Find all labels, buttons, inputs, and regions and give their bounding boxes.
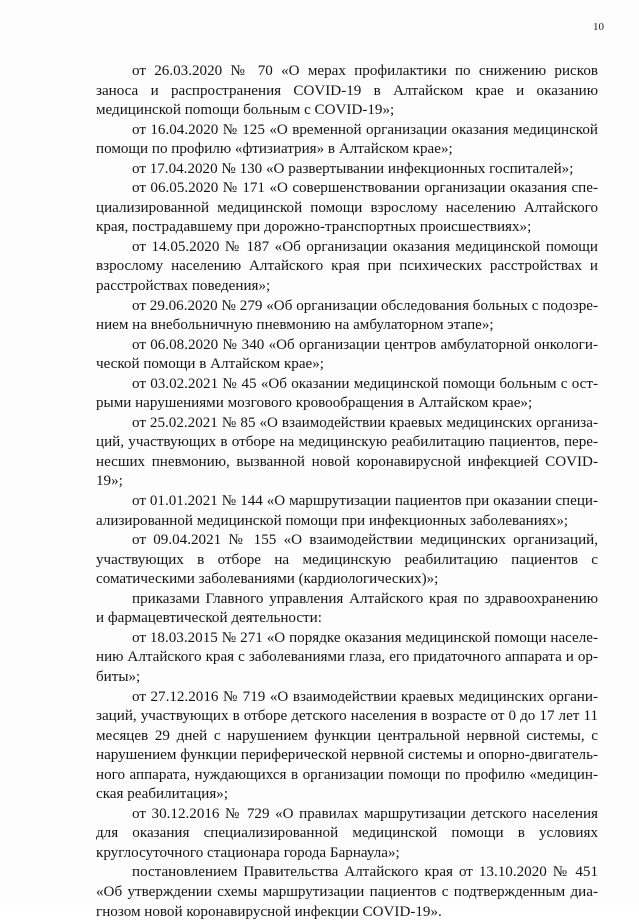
paragraph-order-130: от 17.04.2020 № 130 «О развертывании инфекционных госпиталей»; [132,160,574,177]
page-number: 10 [593,21,604,33]
paragraph-order-187: от 14.05.2020 № 187 «Об организации оказания медицинской помощи взрослому населению Алтайского края при психических расстройствах и расстройствах поведения»; [96,238,598,295]
document-body [96,62,598,922]
paragraph-order-271: от 18.03.2015 № 271 «О порядке оказания медицинской помощи населению Алтайского края с заболеваниями глаза, его придаточного аппарата и орбиты»; [96,629,598,685]
paragraph-order-45: от 03.02.2021 № 45 «Об оказании медицинской помощи больным с острыми нарушениями мозгового кровообращения в Алтайском крае»; [96,375,598,412]
paragraph-order-144: от 01.01.2021 № 144 «О маршрутизации пациентов при оказании специализированной медицинской помощи при инфекционных заболеваниях»; [96,493,598,529]
paragraph-resolution-451: постановлением Правительства Алтайского края от 13.10.2020 № 451 «Об утверждении схемы маршрутизации пациентов с подтвержденным диагнозом новой коронавирусной инфекции COVID-19». [96,864,598,920]
paragraph-order-125: от 16.04.2020 № 125 «О временной организации оказания медицинской помощи по профилю «фтизиатрия» в Алтайском крае»; [96,121,598,158]
paragraph-order-85: от 25.02.2021 № 85 «О взаимодействии краевых медицинских организаций, участвующих в отборе на медицинскую реабилитацию пациентов, перенесших пневмонию, вызванной новой коронавирусной инфекцией COVID-19»; [96,414,598,490]
paragraph-order-70: от 26.03.2020 № 70 «О мерах профилактики по снижению рисков заноса и распространения COVID-19 в Алтайском крае и оказанию медицинской поmощи больным с COVID-19»; [96,63,598,119]
paragraph-order-279: от 29.06.2020 № 279 «Об организации обследования больных с подозрением на внебольничную пневмонию на амбулаторном этапе»; [96,297,598,334]
paragraph-order-155: от 09.04.2021 № 155 «О взаимодействии медицинских организаций, участвующих в отборе на медицинскую реабилитацию пациентов с соматическими заболеваниями (кардиологических)»; [96,532,598,588]
paragraph-order-719: от 27.12.2016 № 719 «О взаимодействии краевых медицинских организаций, участвующих в отборе детского населения в возрасте от 0 до 17 лет 11 месяцев 29 дней с нарушением функции центральной нервной системы, с нарушением функции периферической нервной системы и опорно-двигательного аппарата, нуждающихся в организации помощи по профилю «медицинская реабилитация»; [96,688,598,803]
paragraph-main-directorate-orders: приказами Главного управления Алтайского края по здравоохранению и фармацевтической деятельности: [96,590,598,627]
paragraph-order-729: от 30.12.2016 № 729 «О правилах маршрутизации детского населения для оказания специализированной медицинской помощи в условиях круглосуточного стационара города Барнаула»; [96,805,598,861]
paragraph-order-340: от 06.08.2020 № 340 «Об организации центров амбулаторной онкологической помощи в Алтайском крае»; [96,336,598,373]
paragraph-order-171: от 06.05.2020 № 171 «О совершенствовании организации оказания специализированной медицинской помощи взрослому населению Алтайского края, пострадавшему при дорожно-транспортных происшествиях»; [96,180,598,236]
